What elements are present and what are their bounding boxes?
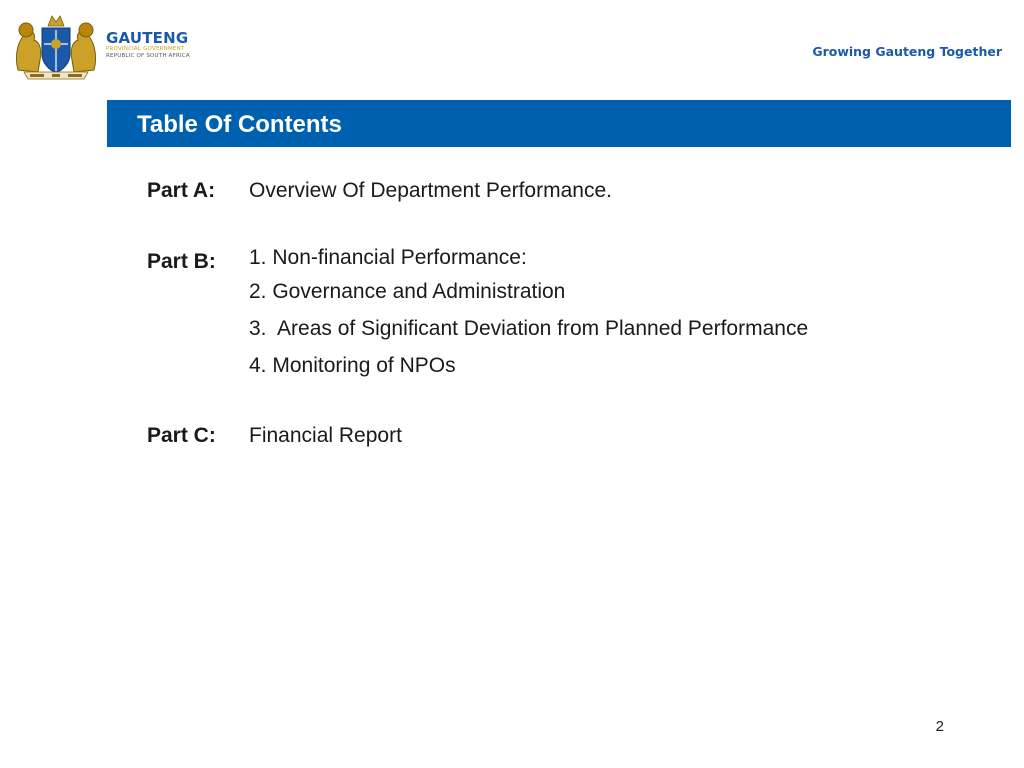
toc-item: 3. Areas of Significant Deviation from Planned Performance <box>249 317 809 340</box>
toc-section-label: Part B: <box>147 250 216 273</box>
toc-section-part-b <box>147 243 808 384</box>
toc-section-part-a <box>147 176 808 206</box>
gauteng-logo <box>10 10 190 80</box>
toc-section-items <box>249 421 402 451</box>
toc-section-label: Part C: <box>147 424 216 447</box>
tagline: Growing Gauteng Together <box>812 44 1002 59</box>
toc-section-part-c <box>147 421 808 451</box>
toc-item: 2. Governance and Administration <box>249 280 566 303</box>
toc-section-items <box>249 176 612 206</box>
toc-item: Overview Of Department Performance. <box>249 179 612 202</box>
toc-section-items <box>249 243 808 384</box>
toc-item: Financial Report <box>249 424 402 447</box>
toc-item: 4. Monitoring of NPOs <box>249 354 456 377</box>
coat-of-arms-icon <box>10 10 102 80</box>
toc-section-label: Part A: <box>147 179 216 202</box>
page-title: Table Of Contents <box>137 111 342 138</box>
page-number: 2 <box>935 718 944 735</box>
table-of-contents <box>147 176 808 488</box>
logo-subtitle-country: REPUBLIC OF SOUTH AFRICA <box>106 53 190 59</box>
toc-item: 1. Non-financial Performance: <box>249 246 527 269</box>
logo-title: GAUTENG <box>106 29 189 47</box>
title-bar <box>107 100 1011 147</box>
logo-subtitle-government: PROVINCIAL GOVERNMENT <box>106 46 185 52</box>
logo-text <box>106 30 190 60</box>
